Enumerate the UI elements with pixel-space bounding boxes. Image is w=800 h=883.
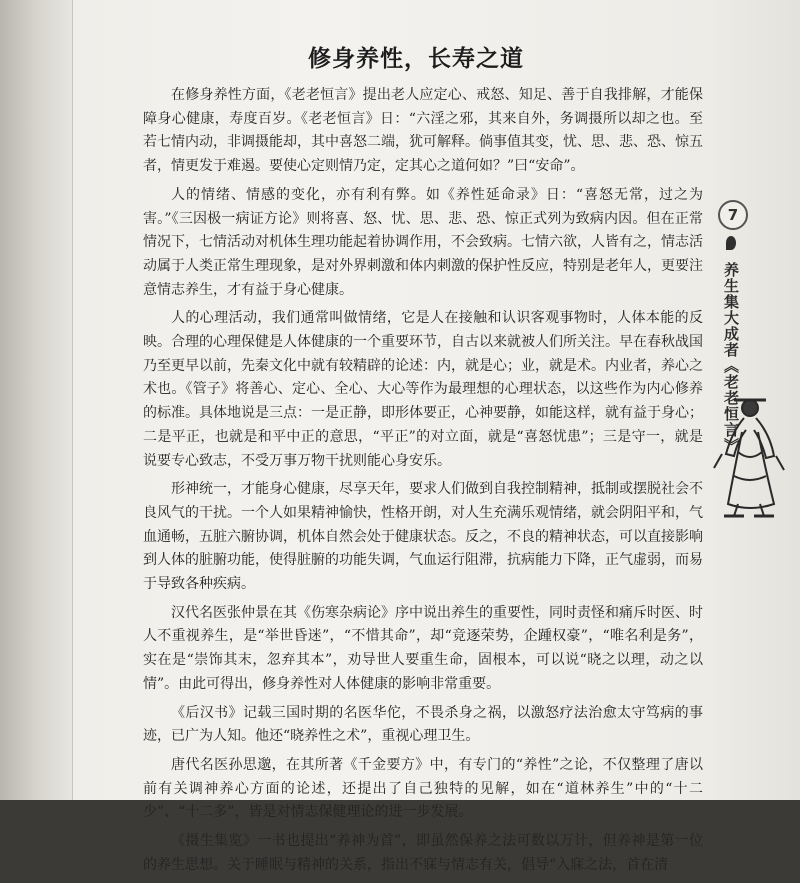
page-title: 修身养性，长寿之道 [308, 46, 524, 72]
page [90, 0, 800, 873]
paragraph: 《后汉书》记载三国时期的名医华佗，不畏杀身之祸，以激怒疗法治愈太守笃病的事迹，已广为人知。他还“晓养性之术”，重视心理卫生。 [143, 704, 703, 745]
scholar-figure-illustration [704, 392, 794, 522]
paragraph: 在修身养性方面，《老老恒言》提出老人应定心、戒怒、知足、善于自我排解，才能保障身心健康，寿度百岁。《老老恒言》日：“六淫之邪，其来自外，务调摄所以却之也。至若七情内动，非调摄能却，其中喜怒二端，犹可解释。倘事值其变，忧、思、悲、恐、惊五者，情更发于难遏。要使心定则情乃定，定其心之道何如？”曰“安命”。 [143, 87, 703, 175]
paragraph: 汉代名医张仲景在其《伤寒杂病论》序中说出养生的重要性，同时责怪和痛斥时医、时人不重视养生，是“举世昏迷”，“不惜其命”，却“竞逐荣势，企踵权豪”，“唯名利是务”，实在是“崇饰其末，忽弃其本”，劝导世人要重生命，固根本，可以说“晓之以理，动之以情”。由此可得出，修身养性对人体健康的影响非常重要。 [143, 604, 703, 692]
paragraph: 《摄生集览》一书也提出“养神为首”，即虽然保养之法可数以万计，但养神是第一位的养生思想。关于睡眠与精神的关系，指出不寐与情志有关，倡导“入寐之法，首在清 [143, 833, 703, 873]
leaf-icon [726, 236, 736, 250]
paragraph: 人的心理活动，我们通常叫做情绪，它是人在接触和认识客观事物时，人体本能的反映。合理的心理保健是人体健康的一个重要环节，自古以来就被人们所关注。早在春秋战国乃至更早以前，先秦文化中就有较精辟的论述：内，就是心；业，就是术。内业者，养心之术也。《管子》将善心、定心、全心、大心等作为最理想的心理状态，以这些作为内心修养的标准。具体地说是三点：一是正静，即形体要正，心神要静，如能这样，就有益于身心；二是平正，也就是和平中正的意思，“平正”的对立面，就是“喜怒忧患”；三是守一，就是说要专心致志，不受万事万物干扰则能心身安乐。 [143, 310, 703, 469]
body-text [143, 84, 703, 883]
paragraph: 人的情绪、情感的变化，亦有利有弊。如《养性延命录》日：“喜怒无常，过之为害。”《三因极一病证方论》则将喜、怒、忧、思、悲、恐、惊正式列为致病内因。但在正常情况下，七情活动对机体生理功能起着协调作用，不会致病。七情六欲，人皆有之，情志活动属于人类正常生理现象，是对外界刺激和体内刺激的保护性反应，特别是老年人，更要注意情志养生，才有益于身心健康。 [143, 186, 703, 298]
running-title: 养生集大成者《老老恒言》 [722, 262, 740, 454]
page-number: 7 [718, 200, 748, 230]
side-margin [698, 0, 800, 800]
paragraph: 形神统一，才能身心健康，尽享天年，要求人们做到自我控制精神，抵制或摆脱社会不良风气的干扰。一个人如果精神愉快，性格开朗，对人生充满乐观情绪，就会阴阳平和，气血通畅，五脏六腑协调，机体自然会处于健康状态。反之，不良的精神状态，可以直接影响到人体的脏腑功能，使得脏腑的功能失调，气血运行阻滞，抗病能力下降，正气虚弱，而易于导致各种疾病。 [143, 481, 703, 593]
paragraph: 唐代名医孙思邈，在其所著《千金要方》中，有专门的“养性”之论，不仅整理了唐以前有关调神养心方面的论述，还提出了自己独特的见解，如在“道林养生”中的“十二少”、“十二多”，皆是对情志保健理论的进一步发展。 [143, 756, 703, 821]
book-spine [0, 0, 73, 800]
